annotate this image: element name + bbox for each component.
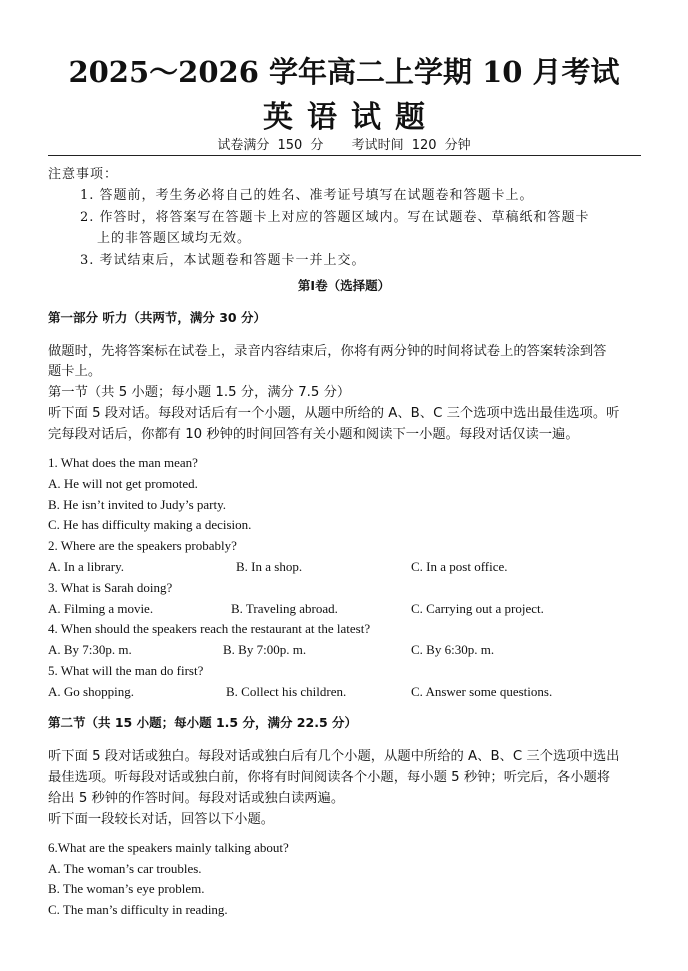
note-item: 3. 考试结束后，本试题卷和答题卡一并上交。 bbox=[80, 253, 366, 268]
question-option: C. Carrying out a project. bbox=[411, 601, 544, 616]
section2-heading: 第二节（共 15 小题；每小题 1.5 分，满分 22.5 分） bbox=[48, 715, 357, 730]
question-option: B. In a shop. bbox=[236, 559, 303, 574]
question-stem: 6.What are the speakers mainly talking about? bbox=[48, 840, 289, 855]
question-stem: 4. When should the speakers reach the restaurant at the latest? bbox=[48, 621, 371, 636]
question-stem: 1. What does the man mean? bbox=[48, 455, 198, 470]
question-stem: 3. What is Sarah doing? bbox=[48, 580, 173, 595]
section1-intro: 完每段对话后，你都有 10 秒钟的时间回答有关小题和阅读下一小题。每段对话仅读一遍。 bbox=[48, 427, 579, 442]
question-option: C. Answer some questions. bbox=[411, 684, 553, 699]
note-item: 1. 答题前，考生务必将自己的姓名、准考证号填写在试题卷和答题卡上。 bbox=[80, 188, 534, 203]
notes-heading: 注意事项： bbox=[48, 167, 119, 182]
question-option: C. In a post office. bbox=[411, 559, 508, 574]
question-option: C. The man’s difficulty in reading. bbox=[48, 902, 228, 917]
question-option: C. He has difficulty making a decision. bbox=[48, 517, 252, 532]
section2-intro: 最佳选项。听每段对话或独白前，你将有时间阅读各个小题，每小题 5 秒钟；听完后，各小题将 bbox=[48, 770, 611, 785]
question-option: B. Traveling abroad. bbox=[231, 601, 338, 616]
part1-heading: 第一部分 听力（共两节，满分 30 分） bbox=[48, 310, 266, 325]
question-option: C. By 6:30p. m. bbox=[411, 642, 495, 657]
volume-title: 第Ⅰ卷（选择题） bbox=[297, 278, 391, 293]
exam-title: 2025～2026 学年高二上学期 10 月考试 bbox=[68, 55, 620, 89]
section2-intro: 听下面 5 段对话或独白。每段对话或独白后有几个小题，从题中所给的 A、B、C 三个选项中选出 bbox=[48, 749, 620, 764]
question-option: A. He will not get promoted. bbox=[48, 476, 198, 491]
question-option: A. By 7:30p. m. bbox=[48, 642, 132, 657]
note-item: 2. 作答时，将答案写在答题卡上对应的答题区域内。写在试题卷、草稿纸和答题卡 bbox=[80, 210, 590, 225]
question-option: B. He isn’t invited to Judy’s party. bbox=[48, 497, 227, 512]
time-label: 考试时间 120 分钟 bbox=[351, 138, 471, 153]
question-option: B. Collect his children. bbox=[226, 684, 347, 699]
section1-heading: 第一节（共 5 小题；每小题 1.5 分，满分 7.5 分） bbox=[48, 385, 351, 400]
question-option: A. Go shopping. bbox=[48, 684, 134, 699]
subject-title: 英语试题 bbox=[263, 100, 439, 135]
exam-meta bbox=[0, 134, 688, 153]
question-option: B. By 7:00p. m. bbox=[223, 642, 307, 657]
part1-intro: 题卡上。 bbox=[48, 364, 102, 379]
question-option: B. The woman’s eye problem. bbox=[48, 881, 205, 896]
section2-intro: 给出 5 秒钟的作答时间。每段对话或独白读两遍。 bbox=[48, 791, 345, 806]
section1-intro: 听下面 5 段对话。每段对话后有一个小题，从题中所给的 A、B、C 三个选项中选出最佳选项。听 bbox=[48, 406, 620, 421]
note-item: 上的非答题区域均无效。 bbox=[97, 231, 252, 246]
question-stem: 2. Where are the speakers probably? bbox=[48, 538, 237, 553]
part1-intro: 做题时，先将答案标在试卷上，录音内容结束后，你将有两分钟的时间将试卷上的答案转涂到答 bbox=[48, 344, 607, 359]
score-label: 试卷满分 150 分 bbox=[217, 138, 324, 153]
question-option: A. The woman’s car troubles. bbox=[48, 861, 202, 876]
header-divider bbox=[48, 155, 641, 156]
question-option: A. Filming a movie. bbox=[48, 601, 154, 616]
section2-intro: 听下面一段较长对话，回答以下小题。 bbox=[48, 812, 275, 827]
question-stem: 5. What will the man do first? bbox=[48, 663, 204, 678]
question-option: A. In a library. bbox=[48, 559, 125, 574]
